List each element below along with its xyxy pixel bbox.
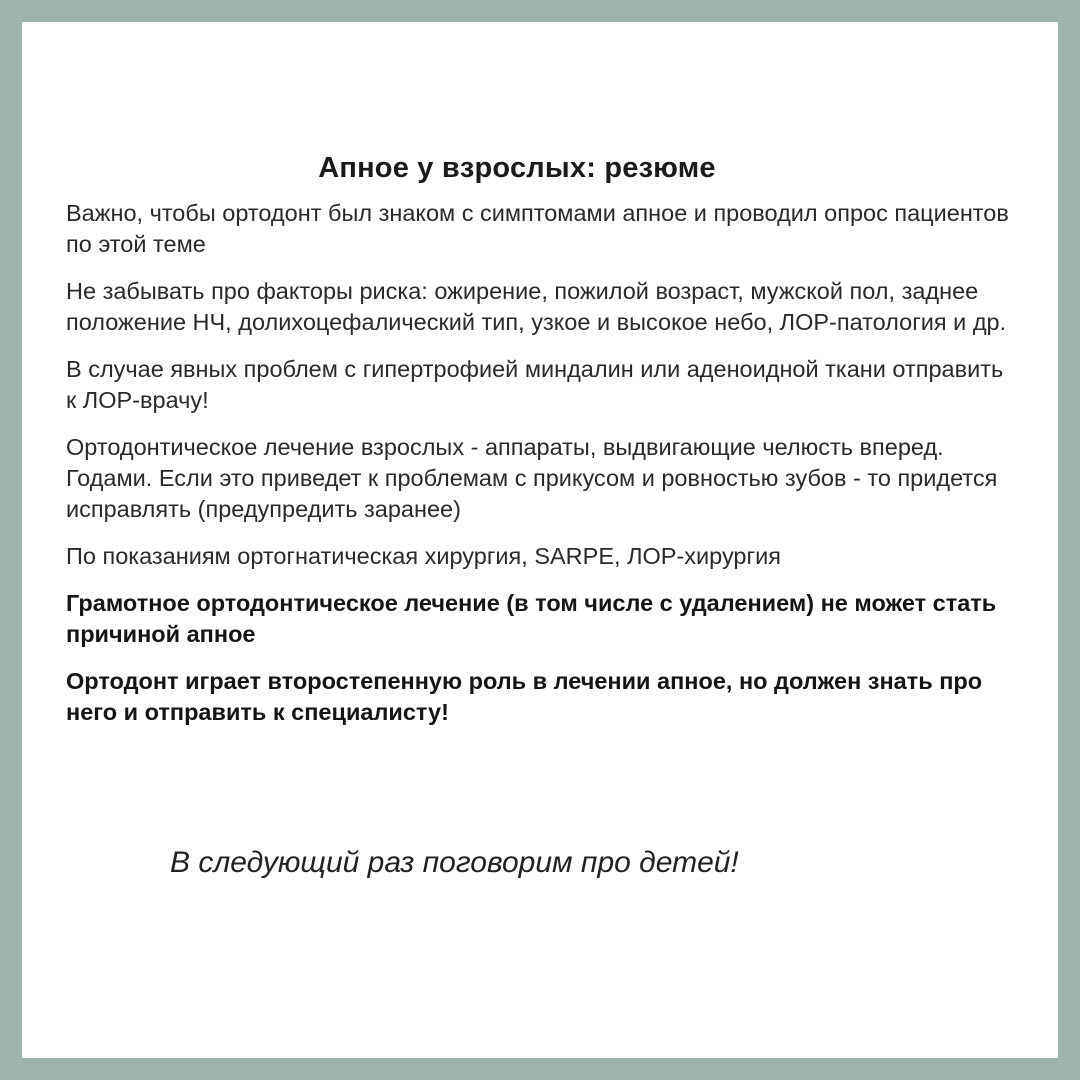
page-title: Апное у взрослых: резюме <box>318 152 716 184</box>
paragraph-orthodontist-awareness: Важно, чтобы ортодонт был знаком с симптомами апное и проводил опрос пациентов по этой теме <box>66 200 1009 257</box>
paragraph-orthodontist-role: Ортодонт играет второстепенную роль в лечении апное, но должен знать про него и отправить к специалисту! <box>66 668 983 725</box>
paragraph-surgery-indications: По показаниям ортогнатическая хирургия, SARPE, ЛОР-хирургия <box>66 543 781 569</box>
paragraph-ent-referral: В случае явных проблем с гипертрофией миндалин или аденоидной ткани отправить к ЛОР-врачу! <box>66 356 1004 413</box>
closing-note: В следующий раз поговорим про детей! <box>170 846 739 879</box>
paragraph-adult-treatment: Ортодонтическое лечение взрослых - аппараты, выдвигающие челюсть вперед. Годами. Если это приведет к проблемам с прикусом и ровностью зубов - то придется исправлять (предупредить заранее) <box>66 434 998 522</box>
summary-body <box>66 198 1016 744</box>
paragraph-risk-factors: Не забывать про факторы риска: ожирение, пожилой возраст, мужской пол, заднее положение НЧ, долихоцефалический тип, узкое и высокое небо, ЛОР-патология и др. <box>66 278 1007 335</box>
paragraph-treatment-not-cause: Грамотное ортодонтическое лечение (в том числе с удалением) не может стать причиной апное <box>66 590 997 647</box>
